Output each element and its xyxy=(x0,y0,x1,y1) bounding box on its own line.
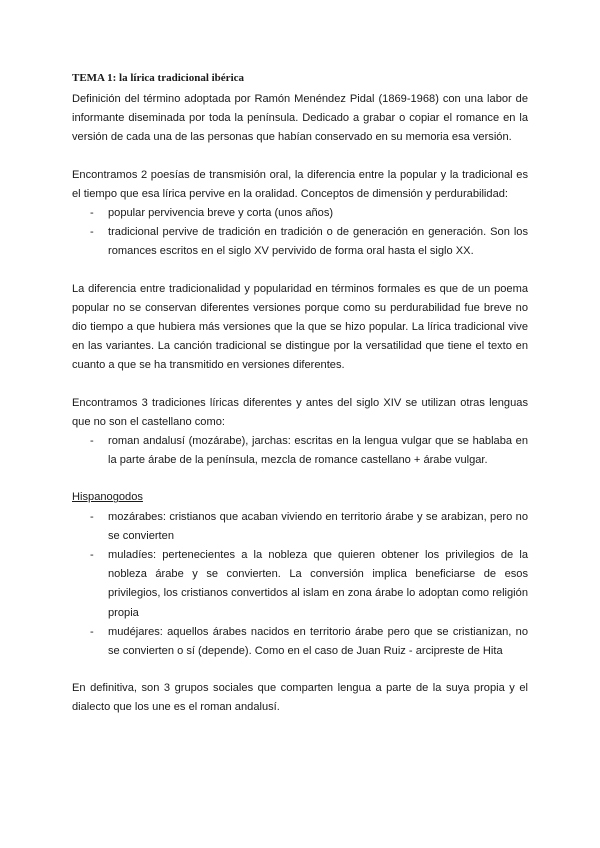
intro-paragraph: Definición del término adoptada por Ramón Menéndez Pidal (1869-1968) con una labor de informante diseminada por toda la península. Dedicado a grabar o copiar el romance en la versión de cada una de las personas que habían conservado en su memoria esa versión. xyxy=(72,93,528,144)
list-item: - tradicional pervive de tradición en tradición o de generación en generación. Son los romances escritos en el siglo XV pervivido de forma oral hasta el siglo XX. xyxy=(72,223,528,261)
tradition-popularity-paragraph: La diferencia entre tradicionalidad y popularidad en términos formales es que de un poema popular no se conservan diferentes versiones porque como su perdurabilidad fue breve no dio tiempo a que hubiera más versiones que la que se hizo popular. La lírica tradicional vive en las variantes. La canción tradicional se distingue por la versatilidad que tiene el texto en cuanto a que se ha transmitido en versiones diferentes. xyxy=(72,282,528,372)
conclusion-paragraph: En definitiva, son 3 grupos sociales que comparten lengua a parte de la suya propia y el dialecto que los une es el roman andalusí. xyxy=(72,682,528,714)
lyrical-traditions-list xyxy=(72,432,528,470)
spacer xyxy=(72,376,528,394)
spacer xyxy=(72,148,528,166)
oral-poetry-list xyxy=(72,204,528,262)
list-item: - muladíes: pertenecientes a la nobleza que quieren obtener los privilegios de la nobleza árabe y se convierten. La conversión implica beneficiarse de esos privilegios, los cristianos convertidos al islam en zona árabe lo adoptan como religión propia xyxy=(72,546,528,623)
hispanogodos-list xyxy=(72,508,528,662)
spacer xyxy=(72,470,528,488)
list-item: - roman andalusí (mozárabe), jarchas: escritas en la lengua vulgar que se hablaba en la parte árabe de la península, mezcla de romance castellano + árabe vulgar. xyxy=(72,432,528,470)
document-page xyxy=(72,70,528,718)
hispanogodos-heading: Hispanogodos xyxy=(72,491,143,504)
list-item: - mudéjares: aquellos árabes nacidos en territorio árabe pero que se cristianizan, no se convierten o sí (depende). Como en el caso de Juan Ruiz - arcipreste de Hita xyxy=(72,623,528,661)
lyrical-traditions-paragraph: Encontramos 3 tradiciones líricas diferentes y antes del siglo XIV se utilizan otras lenguas que no son el castellano como: xyxy=(72,396,528,428)
oral-poetry-paragraph: Encontramos 2 poesías de transmisión oral, la diferencia entre la popular y la tradicional es el tiempo que esa lírica pervive en la oralidad. Conceptos de dimensión y perdurabilidad: xyxy=(72,168,528,200)
spacer xyxy=(72,661,528,679)
list-item: - popular pervivencia breve y corta (unos años) xyxy=(72,204,528,223)
document-title: TEMA 1: la lírica tradicional ibérica xyxy=(72,72,245,84)
list-item: - mozárabes: cristianos que acaban viviendo en territorio árabe y se arabizan, pero no se convierten xyxy=(72,508,528,546)
spacer xyxy=(72,262,528,280)
